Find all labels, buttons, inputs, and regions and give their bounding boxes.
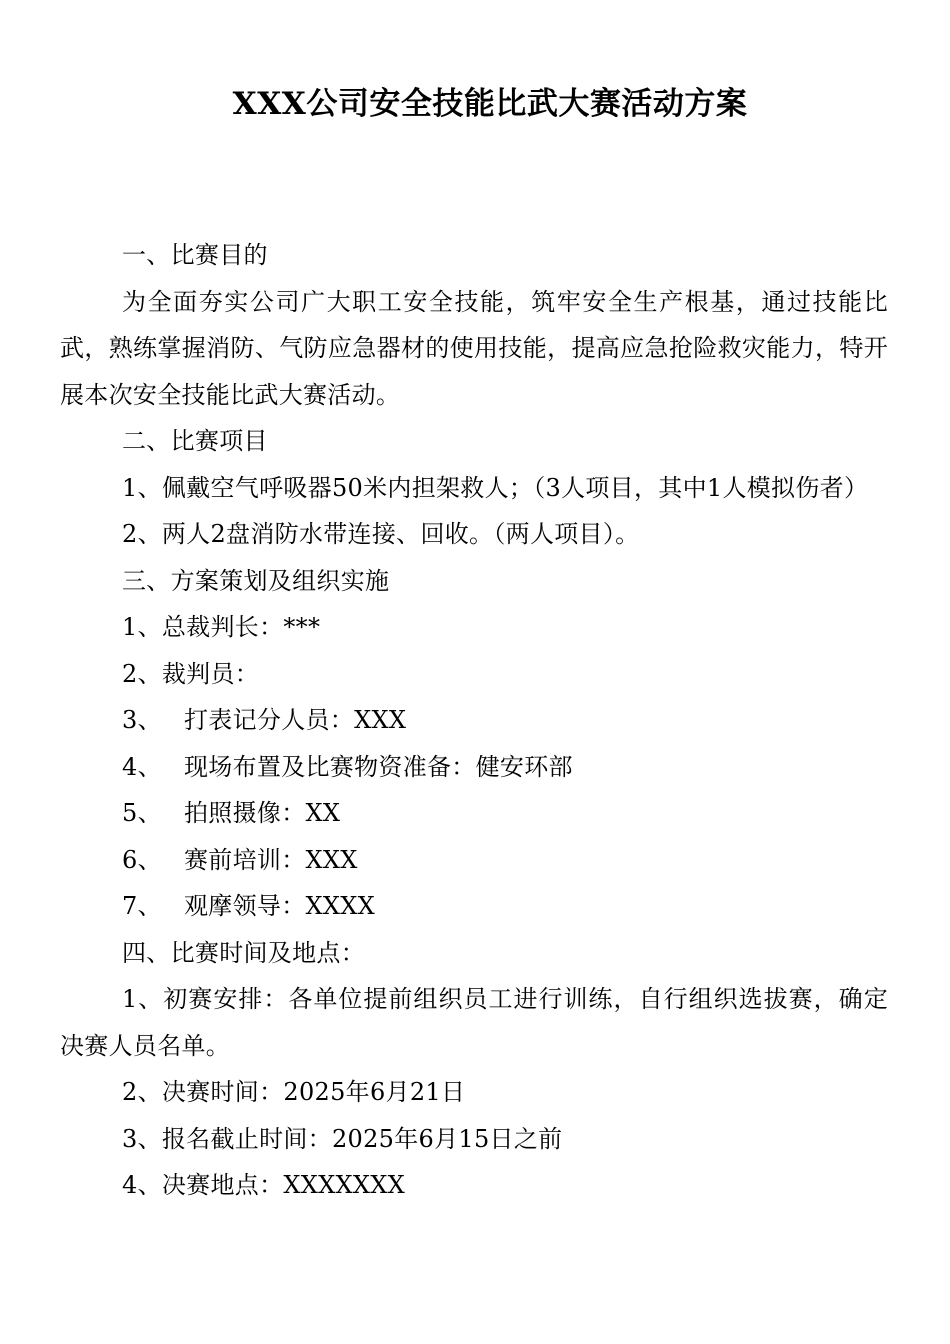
section-heading-schedule: 四、比赛时间及地点： [122,938,365,967]
organization-item-1: 1、总裁判长：*** [122,613,321,641]
organization-item-3 [60,697,888,744]
organization-item-4 [60,744,888,791]
purpose-paragraph: 为全面夯实公司广大职工安全技能，筑牢安全生产根基，通过技能比武，熟练掌握消防、气防应急器材的使用技能，提高应急抢险救灾能力，特开展本次安全技能比武大赛活动。 [60,287,888,409]
schedule-item-1: 1、初赛安排：各单位提前组织员工进行训练，自行组织选拔赛，确定决赛人员名单。 [60,985,888,1060]
section-heading-organization: 三、方案策划及组织实施 [122,566,390,595]
item-number: 3、 [122,706,162,734]
event-item-2: 2、两人2盘消防水带连接、回收。（两人项目）。 [122,520,640,548]
section-heading-purpose: 一、比赛目的 [122,241,268,269]
item-number: 7、 [122,892,162,920]
item-text: 观摩领导：XXXX [184,892,376,920]
item-number: 6、 [122,845,162,874]
item-text: 现场布置及比赛物资准备：健安环部 [184,752,573,781]
organization-item-6 [60,837,888,884]
organization-item-7 [60,883,888,930]
item-text: 拍照摄像：XX [184,799,341,827]
document-body [60,232,888,1209]
item-text: 打表记分人员：XXX [184,706,407,734]
organization-item-5 [60,790,888,837]
event-item-1: 1、佩戴空气呼吸器50米内担架救人；（3人项目，其中1人模拟伤者） [122,473,869,502]
schedule-item-3: 3、报名截止时间：2025年6月15日之前 [122,1124,563,1153]
item-number: 5、 [122,799,162,827]
section-heading-events: 二、比赛项目 [122,427,268,455]
item-number: 4、 [122,752,162,781]
organization-item-2: 2、裁判员： [122,659,260,688]
schedule-item-4: 4、决赛地点：XXXXXXX [122,1171,406,1199]
schedule-item-2: 2、决赛时间：2025年6月21日 [122,1078,466,1106]
item-text: 赛前培训：XXX [184,845,358,874]
document-title: XXX公司安全技能比武大赛活动方案 [232,86,748,122]
